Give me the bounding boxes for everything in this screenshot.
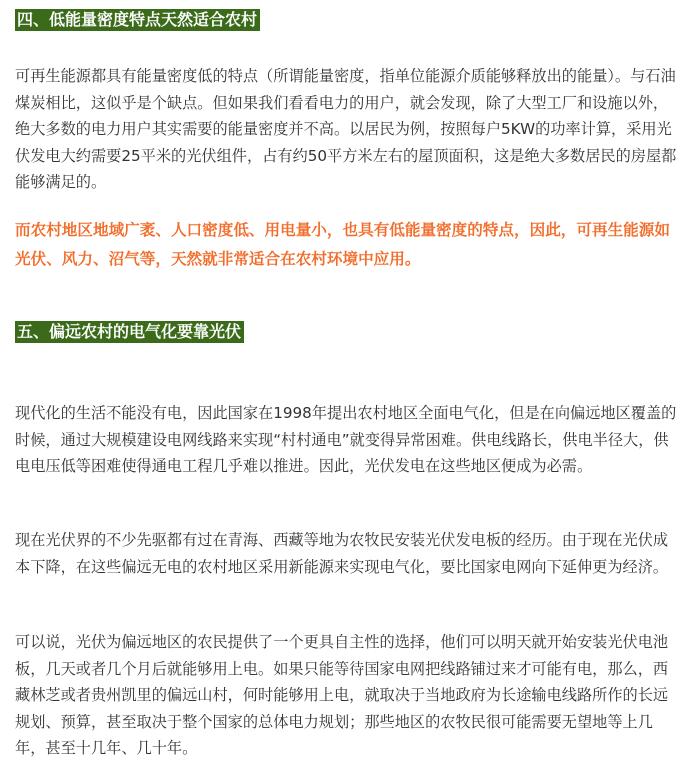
section-5-paragraph-3: 可以说，光伏为偏远地区的农民提供了一个更具自主性的选择，他们可以明天就开始安装光伏电池板，几天或者几个月后就能够用上电。如果只能等待国家电网把线路铺过来才可能有电，那么，西藏林芝或者贵州凯里的偏远山村，何时能够用上电，就取决于当地政府为长途输电线路所作的长远规划、预算，甚至取决于整个国家的总体电力规划；那些地区的农牧民很可能需要无望地等上几年，甚至十几年、几十年。 (15, 633, 669, 757)
section-heading-4: 四、低能量密度特点天然适合农村 (15, 9, 260, 31)
section-4-highlight-paragraph: 而农村地区地域广袤、人口密度低、用电量小，也具有低能量密度的特点，因此，可再生能源如光伏、风力、沼气等，天然就非常适合在农村环境中应用。 (15, 221, 670, 268)
section-4-paragraph-1: 可再生能源都具有能量密度低的特点（所谓能量密度，指单位能源介质能够释放出的能量）。与石油煤炭相比，这似乎是个缺点。但如果我们看看电力的用户，就会发现，除了大型工厂和设施以外，绝大多数的电力用户其实需要的能量密度并不高。以居民为例，按照每户5KW的功率计算，采用光伏发电大约需要25平米的光伏组件，占有约50平方米左右的屋顶面积，这是绝大多数居民的房屋都能够满足的。 (15, 67, 677, 191)
section-5-paragraph-1: 现代化的生活不能没有电，因此国家在1998年提出农村地区全面电气化，但是在向偏远地区覆盖的时候，通过大规模建设电网线路来实现“村村通电”就变得异常困难。供电线路长，供电半径大，供电电压低等困难使得通电工程几乎难以推进。因此，光伏发电在这些地区便成为必需。 (15, 404, 677, 475)
section-5-paragraph-2: 现在光伏界的不少先驱都有过在青海、西藏等地为农牧民安装光伏发电板的经历。由于现在光伏成本下降，在这些偏远无电的农村地区采用新能源来实现电气化，要比国家电网向下延伸更为经济。 (15, 531, 669, 576)
section-heading-5: 五、偏远农村的电气化要靠光伏 (15, 321, 244, 343)
